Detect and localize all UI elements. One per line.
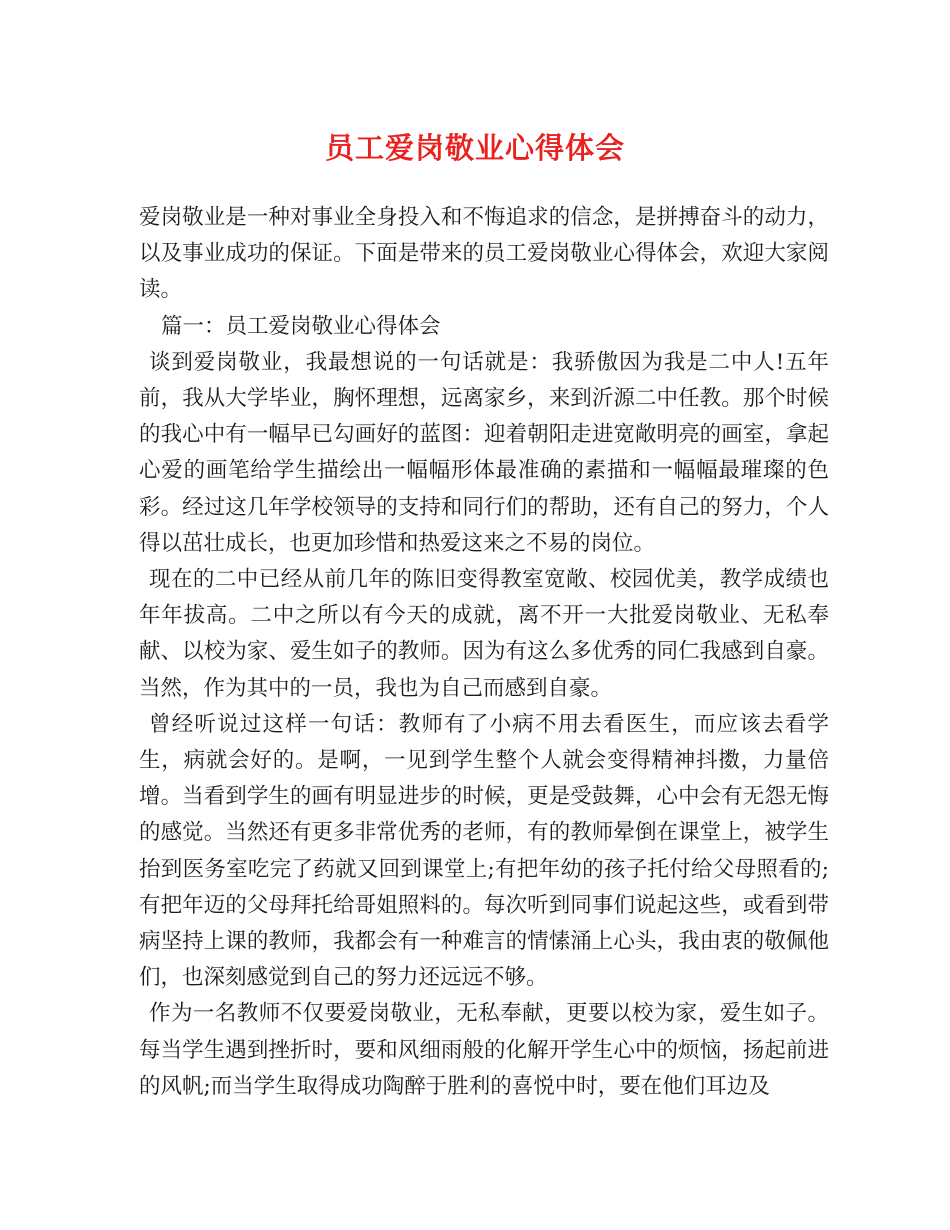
body-paragraph: 曾经听说过这样一句话：教师有了小病不用去看医生，而应该去看学生，病就会好的。是啊，一见到学生整个人就会变得精神抖擞，力量倍增。当看到学生的画有明显进步的时候，更是受鼓舞，心中会有无怨无悔的感觉。当然还有更多非常优秀的老师，有的教师晕倒在课堂上，被学生抬到医务室吃完了药就又回到课堂上;有把年幼的孩子托付给父母照看的;有把年迈的父母拜托给哥姐照料的。每次听到同事们说起这些，或看到带病坚持上课的教师，我都会有一种难言的情愫涌上心头，我由衷的敬佩他们，也深刻感觉到自己的努力还远远不够。 (139, 711, 829, 991)
document-title: 员工爱岗敬业心得体会 (324, 131, 625, 165)
body-paragraph: 现在的二中已经从前几年的陈旧变得教室宽敞、校园优美，教学成绩也年年拔高。二中之所以有今天的成就，离不开一大批爱岗敬业、无私奉献、以校为家、爱生如子的教师。因为有这么多优秀的同仁我感到自豪。当然，作为其中的一员，我也为自己而感到自豪。 (139, 567, 829, 701)
document-body (139, 200, 829, 1105)
section-heading: 篇一：员工爱岗敬业心得体会 (161, 313, 441, 339)
intro-paragraph: 爱岗敬业是一种对事业全身投入和不悔追求的信念，是拼搏奋斗的动力，以及事业成功的保证。下面是带来的员工爱岗敬业心得体会，欢迎大家阅读。 (139, 205, 829, 303)
body-paragraph: 作为一名教师不仅要爱岗敬业，无私奉献，更要以校为家，爱生如子。每当学生遇到挫折时，要和风细雨般的化解开学生心中的烦恼，扬起前进的风帆;而当学生取得成功陶醉于胜利的喜悦中时，要在他们耳边及 (139, 1001, 829, 1099)
body-paragraph: 谈到爱岗敬业，我最想说的一句话就是：我骄傲因为我是二中人!五年前，我从大学毕业，胸怀理想，远离家乡，来到沂源二中任教。那个时候的我心中有一幅早已勾画好的蓝图：迎着朝阳走进宽敞明亮的画室，拿起心爱的画笔给学生描绘出一幅幅形体最准确的素描和一幅幅最璀璨的色彩。经过这几年学校领导的支持和同行们的帮助，还有自己的努力，个人得以茁壮成长，也更加珍惜和热爱这来之不易的岗位。 (139, 349, 829, 556)
